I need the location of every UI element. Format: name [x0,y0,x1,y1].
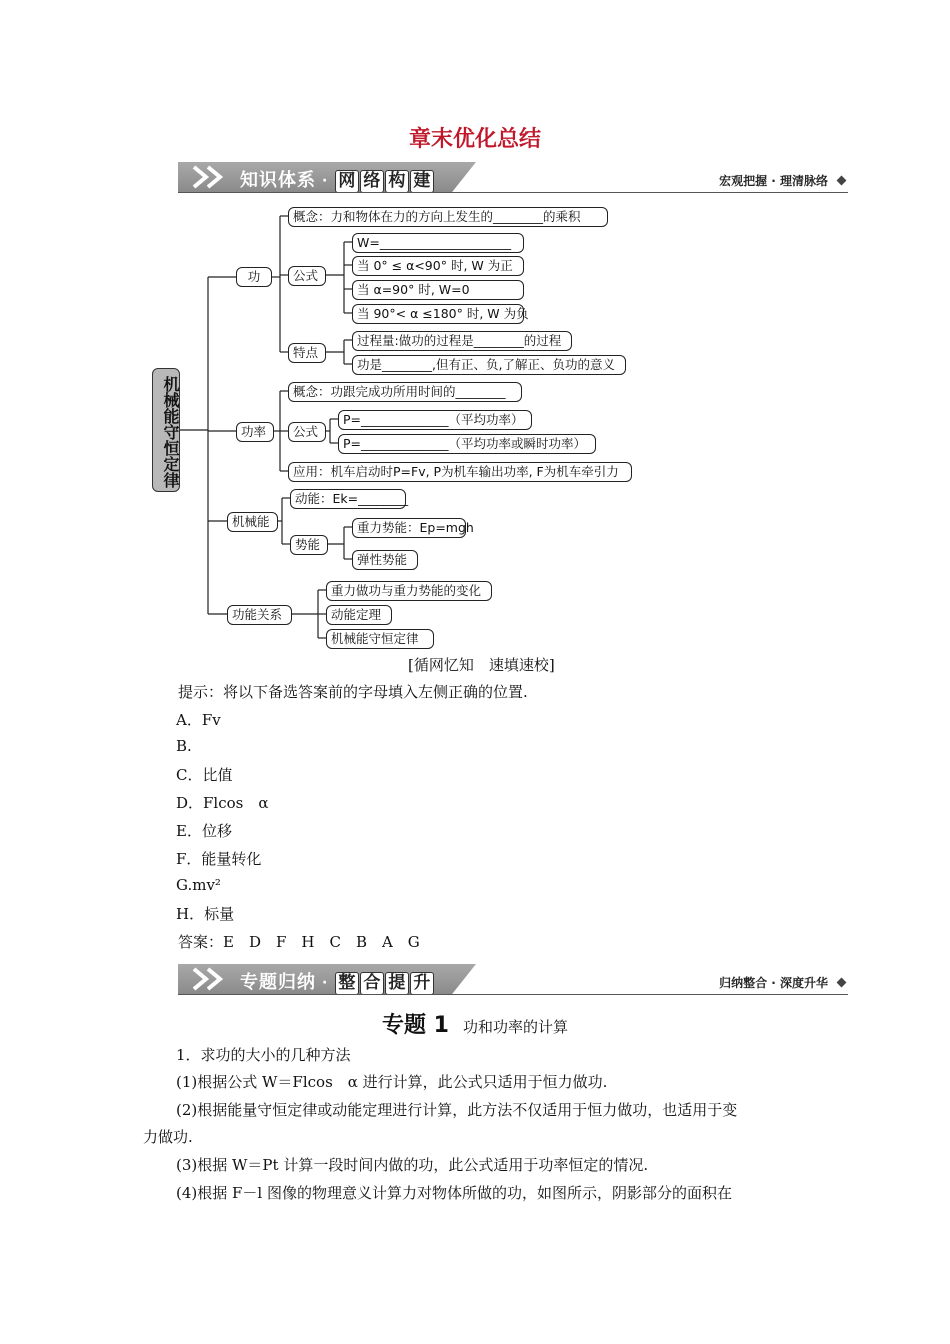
branch-jixieneng: 机械能 [227,512,278,532]
banner-dot: · [322,975,329,991]
caption: [循网忆知 速填速校] [408,656,555,674]
banner-boxed-char: 升 [410,972,434,995]
topic-label: 专题 1 [382,1013,449,1038]
banner-main-text: 知识体系 [240,170,316,191]
gonglv-formula: 公式 [288,422,326,442]
gong-formula: 公式 [288,266,326,286]
option-item: E．位移 [176,822,232,840]
gong-formula-3: 当 α=90° 时, W=0 [352,280,524,300]
relation-3: 机械能守恒定律 [326,629,434,649]
banner-title [240,968,434,995]
topic-subtitle: 功和功率的计算 [462,1018,568,1036]
banner-dot: · [322,173,329,189]
option-item: D．Flcos α [176,794,269,812]
body-line: (3)根据 W＝Pt 计算一段时间内做的功，此公式适用于功率恒定的情况. [176,1156,649,1174]
option-item: G.mv² [176,876,221,894]
elastic-potential-energy: 弹性势能 [352,550,418,570]
gong-feature-2: 功是________,但有正、负,了解正、负功的意义 [352,355,626,375]
option-item: C．比值 [176,766,233,784]
branch-gong: 功 [236,267,272,287]
kinetic-energy: 动能：Ek=________ [290,489,406,509]
option-item: A．Fv [176,711,221,729]
mindmap-connectors [0,0,950,660]
gong-formula-2: 当 0° ≤ α<90° 时, W 为正 [352,256,524,276]
gonglv-application: 应用：机车启动时P=Fv, P为机车输出功率, F为机车牵引力 [288,462,632,482]
gong-feature: 特点 [288,343,326,363]
banner-right-text: 宏观把握 · 理清脉络 [719,174,828,188]
body-line: 1．求功的大小的几种方法 [176,1046,351,1064]
gonglv-concept: 概念：功跟完成功所用时间的________ [288,382,522,402]
branch-gonglv: 功率 [236,422,274,442]
banner-main-text: 专题归纳 [240,972,316,993]
mindmap-root: 机械能守恒定律 [152,368,180,492]
double-chevron-icon [190,967,236,991]
gonglv-formula-2: P=______________（平均功率或瞬时功率） [338,434,596,454]
banner-boxed-char: 建 [410,170,434,193]
diamond-icon [837,978,847,988]
option-item: H．标量 [176,905,235,923]
relation-2: 动能定理 [326,605,392,625]
branch-gongneng: 功能关系 [227,605,292,625]
gong-formula-4: 当 90°< α ≤180° 时, W 为负 [352,304,524,324]
body-line: 力做功. [143,1128,193,1146]
gong-formula-1: W=_____________________ [352,233,524,253]
banner-boxed-char: 构 [385,170,409,193]
potential-energy: 势能 [290,535,328,555]
section-banner-topics [178,964,848,996]
hint: 提示：将以下备选答案前的字母填入左侧正确的位置. [178,683,528,701]
banner-boxed-char: 络 [360,170,384,193]
banner-right-text: 归纳整合 · 深度升华 [719,976,828,990]
gonglv-formula-1: P=______________（平均功率） [338,410,532,430]
gravitational-potential-energy: 重力势能：Ep=mgh [352,518,466,538]
banner-rule [178,994,848,995]
body-line: (4)根据 F－l 图像的物理意义计算力对物体所做的功，如图所示，阴影部分的面积在 [176,1184,732,1202]
banner-boxed-char: 提 [385,972,409,995]
page-title: 章末优化总结 [408,127,541,152]
banner-boxed-char: 网 [335,170,359,193]
option-item: F．能量转化 [176,850,262,868]
topic-heading [0,1008,950,1039]
relation-1: 重力做功与重力势能的变化 [326,581,492,601]
option-item: B. [176,737,192,755]
body-line: (1)根据公式 W＝Flcos α 进行计算，此公式只适用于恒力做功. [176,1073,608,1091]
answer: 答案：E D F H C B A G [178,933,420,951]
gong-feature-1: 过程量:做功的过程是________的过程 [352,331,572,351]
banner-boxed-char: 整 [335,972,359,995]
body-line: (2)根据能量守恒定律或动能定理进行计算，此方法不仅适用于恒力做功，也适用于变 [176,1101,738,1119]
banner-boxed-char: 合 [360,972,384,995]
gong-concept: 概念：力和物体在力的方向上发生的________的乘积 [288,207,608,227]
